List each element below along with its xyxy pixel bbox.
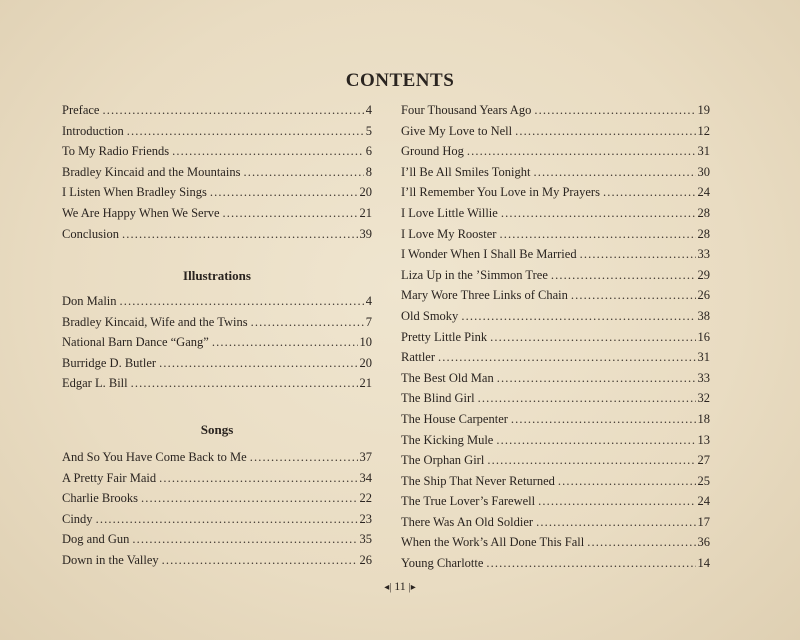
toc-entry [401,330,710,351]
dot-leader [536,515,695,530]
dot-leader [538,494,695,509]
dot-leader [497,371,696,386]
toc-entry [401,309,710,330]
entry-title: A Pretty Fair Maid [62,470,157,485]
toc-entry [62,103,372,124]
entry-title: Don Malin [62,294,117,308]
toc-entry [62,335,372,356]
entry-title: I’ll Remember You Love in My Prayers [401,185,600,200]
entry-page-number: 37 [359,450,372,464]
toc-entry [401,556,710,577]
entry-title: The True Lover’s Farewell [401,494,536,509]
entry-page-number: 17 [697,514,710,529]
toc-entry [401,371,710,392]
entry-title: Mary Wore Three Links of Chain [401,288,568,303]
entry-page-number: 5 [365,123,372,138]
toc-entry [401,391,710,412]
entry-title: The Blind Girl [401,391,475,406]
songs-list-right [401,103,710,577]
dot-leader [478,391,696,406]
toc-entry [62,471,372,492]
toc-entry [401,535,710,556]
songs-list-left [62,450,372,574]
entry-page-number: 33 [697,247,710,262]
toc-entry [401,453,710,474]
entry-title: Young Charlotte [401,556,484,571]
toc-entry [62,376,372,397]
entry-title: I Love My Rooster [401,226,497,241]
toc-entry [62,144,372,165]
toc-entry [62,553,372,574]
toc-entry [401,247,710,268]
toc-entry [401,474,710,495]
entry-title: I Listen When Bradley Sings [62,185,207,200]
entry-title: Preface [62,103,100,117]
entry-page-number: 19 [697,103,710,117]
entry-title: Conclusion [62,226,119,241]
entry-page-number: 8 [365,164,372,179]
dot-leader [467,144,696,159]
dot-leader [120,294,364,309]
entry-title: Pretty Little Pink [401,329,488,344]
entry-title: The Best Old Man [401,370,494,385]
dot-leader [499,227,695,242]
toc-entry [62,185,372,206]
dot-leader [141,491,357,506]
entry-page-number: 38 [697,308,710,323]
illustrations-section [62,268,372,288]
toc-entry [401,144,710,165]
dot-leader [172,144,364,159]
entry-page-number: 25 [697,473,710,488]
entry-page-number: 18 [697,411,710,426]
toc-entry [401,103,710,124]
dot-leader [243,165,363,180]
entry-page-number: 21 [359,376,372,391]
entry-page-number: 13 [697,432,710,447]
dot-leader [131,376,358,391]
toc-entry [62,227,372,248]
toc-entry [401,433,710,454]
toc-entry [401,227,710,248]
entry-page-number: 34 [359,470,372,485]
songs-section [62,422,372,442]
toc-entry [62,356,372,377]
toc-entry [401,206,710,227]
entry-page-number: 39 [359,226,372,241]
toc-entry [401,494,710,515]
dot-leader [515,124,695,139]
entry-page-number: 35 [359,532,372,547]
entry-page-number: 20 [359,355,372,370]
entry-page-number: 7 [365,314,372,329]
dot-leader [212,335,358,350]
entry-page-number: 26 [697,288,710,303]
illustrations-heading: Illustrations [183,268,251,283]
entry-title: I’ll Be All Smiles Tonight [401,164,531,179]
toc-entry [401,288,710,309]
entry-page-number: 26 [359,552,372,567]
entry-page-number: 31 [697,350,710,365]
entry-title: The Ship That Never Returned [401,473,555,488]
toc-entry [62,532,372,553]
folio-number: 11 [394,579,406,593]
entry-page-number: 21 [359,205,372,220]
entry-title: Burridge D. Butler [62,355,157,370]
entry-page-number: 14 [697,556,710,571]
dot-leader [159,471,357,486]
entry-page-number: 28 [697,205,710,220]
entry-page-number: 20 [359,185,372,200]
dot-leader [496,433,695,448]
dot-leader [487,453,695,468]
dot-leader [223,206,358,221]
toc-entry [401,124,710,145]
dot-leader [96,512,358,527]
toc-entry [401,412,710,433]
entry-page-number: 29 [697,267,710,282]
entry-title: Old Smoky [401,308,459,323]
entry-page-number: 31 [697,144,710,159]
entry-title: Charlie Brooks [62,491,139,506]
entry-page-number: 36 [697,535,710,550]
entry-title: Dog and Gun [62,532,130,547]
entry-page-number: 4 [365,103,372,117]
dot-leader [501,206,696,221]
toc-entry [401,268,710,289]
toc-entry [62,206,372,227]
toc-entry [62,165,372,186]
toc-entry [62,450,372,471]
front-matter-list [62,103,372,247]
entry-page-number: 30 [697,164,710,179]
dot-leader [533,165,695,180]
dot-leader [162,553,358,568]
page-number [0,579,800,594]
entry-title: To My Radio Friends [62,144,170,159]
dot-leader [210,185,358,200]
dot-leader [250,450,358,465]
entry-title: Rattler [401,350,436,365]
entry-title: The Orphan Girl [401,453,485,468]
dot-leader [580,247,696,262]
toc-entry [62,512,372,533]
toc-entry [62,315,372,336]
entry-title: And So You Have Come Back to Me [62,450,247,464]
entry-title: I Wonder When I Shall Be Married [401,247,577,262]
entry-title: There Was An Old Soldier [401,514,534,529]
toc-entry [401,350,710,371]
entry-page-number: 16 [697,329,710,344]
dot-leader [603,185,696,200]
folio-right-ornament: |▸ [408,582,416,593]
entry-page-number: 24 [697,494,710,509]
dot-leader [438,350,695,365]
entry-title: We Are Happy When We Serve [62,205,220,220]
entry-title: Edgar L. Bill [62,376,128,391]
entry-page-number: 24 [697,185,710,200]
entry-page-number: 23 [359,511,372,526]
dot-leader [490,330,695,345]
folio-left-ornament: ◂| [384,582,392,593]
dot-leader [511,412,696,427]
dot-leader [534,103,695,118]
illustrations-list [62,294,372,397]
toc-entry [62,124,372,145]
page-title: CONTENTS [345,70,455,91]
entry-title: The House Carpenter [401,411,508,426]
entry-title: Four Thousand Years Ago [401,103,532,117]
toc-entry [401,185,710,206]
entry-page-number: 33 [697,370,710,385]
dot-leader [159,356,357,371]
entry-title: When the Work’s All Done This Fall [401,535,585,550]
dot-leader [486,556,695,571]
entry-page-number: 6 [365,144,372,159]
entry-title: Liza Up in the ’Simmon Tree [401,267,548,282]
entry-title: Introduction [62,123,124,138]
entry-title: Ground Hog [401,144,464,159]
entry-page-number: 27 [697,453,710,468]
dot-leader [122,227,358,242]
dot-leader [127,124,364,139]
toc-entry [62,491,372,512]
entry-page-number: 22 [359,491,372,506]
songs-heading: Songs [200,422,234,437]
entry-title: Bradley Kincaid and the Mountains [62,164,241,179]
dot-leader [587,535,695,550]
entry-page-number: 12 [697,123,710,138]
entry-page-number: 4 [365,294,372,308]
dot-leader [461,309,695,324]
entry-page-number: 28 [697,226,710,241]
toc-entry [401,515,710,536]
entry-title: The Kicking Mule [401,432,494,447]
dot-leader [551,268,696,283]
entry-title: Bradley Kincaid, Wife and the Twins [62,314,248,329]
entry-page-number: 32 [697,391,710,406]
entry-title: Cindy [62,511,93,526]
entry-title: Down in the Valley [62,552,159,567]
entry-title: National Barn Dance “Gang” [62,335,209,350]
entry-page-number: 10 [359,335,372,350]
dot-leader [571,288,696,303]
entry-title: Give My Love to Nell [401,123,513,138]
dot-leader [132,532,357,547]
dot-leader [558,474,696,489]
toc-entry [401,165,710,186]
dot-leader [251,315,364,330]
entry-title: I Love Little Willie [401,205,498,220]
toc-entry [62,294,372,315]
dot-leader [102,103,363,118]
